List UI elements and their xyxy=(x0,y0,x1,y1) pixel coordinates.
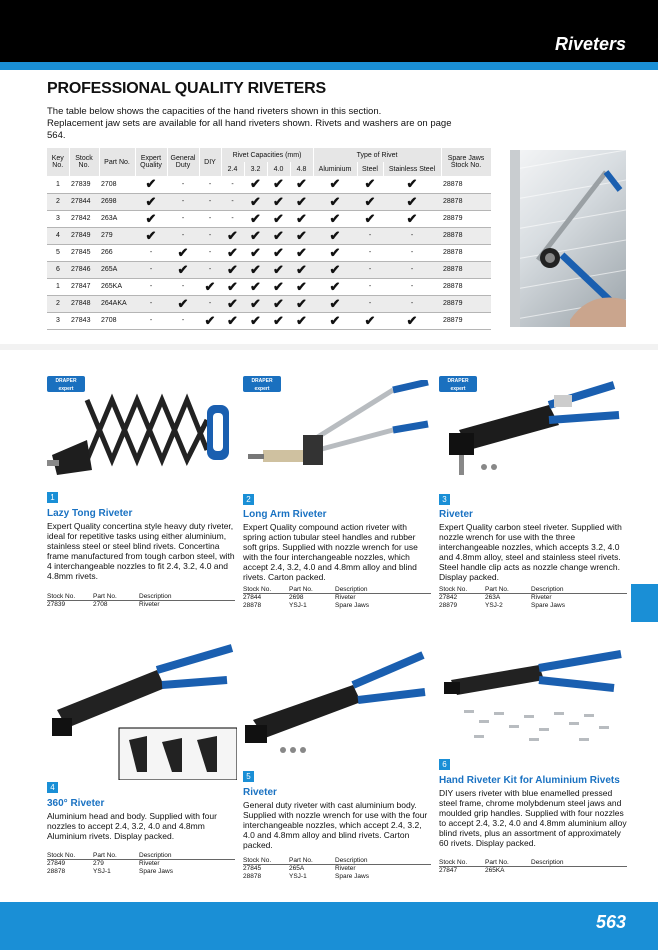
capacity-cell: 279 xyxy=(99,227,135,244)
check-icon: ✔ xyxy=(313,278,357,295)
product-title: Lazy Tong Riveter xyxy=(47,508,133,519)
spec-header: Part No. xyxy=(289,856,313,864)
product-spec-table xyxy=(47,586,235,609)
capacity-cell: - xyxy=(167,278,199,295)
spec-cell: 279 xyxy=(93,859,139,868)
capacity-cell: 27846 xyxy=(69,261,99,278)
check-icon: ✔ xyxy=(290,261,313,278)
capacity-cell: 27844 xyxy=(69,193,99,210)
check-icon: ✔ xyxy=(313,176,357,193)
check-icon: ✔ xyxy=(383,210,441,227)
capacity-cell: 3 xyxy=(47,210,69,227)
product-spec-table xyxy=(243,850,431,881)
check-icon: ✔ xyxy=(313,295,357,312)
spec-cell: 265KA xyxy=(485,866,531,875)
capacity-cell: - xyxy=(199,261,221,278)
check-icon: ✔ xyxy=(167,244,199,261)
riveter-5-image xyxy=(243,650,433,765)
spec-header: Stock No. xyxy=(439,585,468,593)
product-number: 5 xyxy=(243,771,254,782)
capacity-row xyxy=(47,193,491,210)
product-title: Riveter xyxy=(439,509,473,520)
capacity-cell: - xyxy=(357,295,383,312)
spec-row xyxy=(243,873,431,881)
capacity-cell: - xyxy=(167,176,199,193)
capacity-row xyxy=(47,210,491,227)
spec-row xyxy=(47,859,235,868)
capacity-cell: - xyxy=(135,295,167,312)
capacity-cell: 27849 xyxy=(69,227,99,244)
spec-header: Description xyxy=(335,585,368,593)
product-number: 1 xyxy=(47,492,58,503)
intro-line: Replacement jaw sets are available for all hand riveters shown. Rivets and washers are on page 564. xyxy=(47,118,452,141)
check-icon: ✔ xyxy=(267,244,290,261)
spec-cell: 27847 xyxy=(439,866,485,875)
page-heading: PROFESSIONAL QUALITY RIVETERS xyxy=(47,80,326,97)
spec-header: Stock No. xyxy=(243,856,272,864)
check-icon: ✔ xyxy=(267,176,290,193)
logo-brand: DRAPER xyxy=(447,378,469,384)
product-title: Hand Riveter Kit for Aluminium Rivets xyxy=(439,775,620,786)
capacity-cell: - xyxy=(199,210,221,227)
capacity-cell: - xyxy=(383,227,441,244)
check-icon: ✔ xyxy=(290,176,313,193)
spec-header: Description xyxy=(139,592,172,600)
spec-cell: Spare Jaws xyxy=(335,601,369,609)
check-icon: ✔ xyxy=(357,312,383,329)
check-icon: ✔ xyxy=(357,176,383,193)
spec-header: Part No. xyxy=(93,851,117,859)
spec-row xyxy=(47,600,235,609)
product-number: 6 xyxy=(439,759,450,770)
logo-brand: DRAPER xyxy=(251,378,273,384)
section-side-tab xyxy=(631,584,658,622)
spec-cell: 27844 xyxy=(243,593,289,602)
spec-cell: 28879 xyxy=(439,601,458,609)
spec-header: Part No. xyxy=(485,585,509,593)
check-icon: ✔ xyxy=(244,193,267,210)
check-icon: ✔ xyxy=(221,244,244,261)
capacity-cell: 28878 xyxy=(441,278,491,295)
capacity-cell: - xyxy=(199,176,221,193)
riveter-image xyxy=(439,375,629,490)
product-spec-table xyxy=(47,845,235,876)
product-description: DIY users riveter with blue enamelled pressed steel frame, chrome molybdenum steel jaws and moulded grip handles. Supplied with four nozzles to accept 2.4, 3.2, 4.0 and 4.8mm aluminium alloy blind rivets, plus an assortment of approximately 60 rivets. Display packed. xyxy=(439,788,627,848)
capacity-cell: 2 xyxy=(47,295,69,312)
spec-header: Description xyxy=(531,858,564,866)
capacity-cell: 28879 xyxy=(441,295,491,312)
spec-cell: YSJ-1 xyxy=(93,867,111,875)
capacity-cell: - xyxy=(357,244,383,261)
check-icon: ✔ xyxy=(267,227,290,244)
product-spec-table xyxy=(439,579,627,610)
capacity-cell: 27845 xyxy=(69,244,99,261)
capacity-row xyxy=(47,278,491,295)
check-icon: ✔ xyxy=(244,227,267,244)
section-title: Riveters xyxy=(554,34,626,54)
col-key: Key No. xyxy=(47,148,69,176)
product-number: 4 xyxy=(47,782,58,793)
check-icon: ✔ xyxy=(267,193,290,210)
product-number: 3 xyxy=(439,494,450,505)
spec-cell: 2708 xyxy=(93,600,139,609)
capacity-row xyxy=(47,312,491,329)
spec-cell: 27842 xyxy=(439,593,485,602)
capacity-cell: 2698 xyxy=(99,193,135,210)
check-icon: ✔ xyxy=(383,193,441,210)
check-icon: ✔ xyxy=(199,312,221,329)
capacity-cell: - xyxy=(357,278,383,295)
capacity-row xyxy=(47,244,491,261)
capacity-cell: - xyxy=(199,227,221,244)
product-description: Aluminium head and body. Supplied with four nozzles to accept 2.4, 3.2, 4.0 and 4.8mm Aluminium rivets. Display packed. xyxy=(47,811,217,841)
capacity-row xyxy=(47,261,491,278)
capacity-cell: - xyxy=(357,227,383,244)
capacity-cell: 2708 xyxy=(99,312,135,329)
spec-header: Description xyxy=(335,856,368,864)
check-icon: ✔ xyxy=(135,227,167,244)
capacity-cell: - xyxy=(383,295,441,312)
spec-cell: YSJ-2 xyxy=(485,601,503,609)
spec-row xyxy=(47,868,235,876)
capacity-cell: 2708 xyxy=(99,176,135,193)
check-icon: ✔ xyxy=(244,244,267,261)
spec-header: Stock No. xyxy=(47,851,76,859)
product-spec-table xyxy=(439,852,627,875)
product-title: 360° Riveter xyxy=(47,798,105,809)
col-rivet-type: Stainless Steel xyxy=(383,162,441,176)
spec-cell: 2698 xyxy=(289,593,335,602)
check-icon: ✔ xyxy=(313,261,357,278)
spec-row xyxy=(439,602,627,610)
spec-cell xyxy=(531,866,627,875)
360-riveter-image xyxy=(47,640,237,780)
capacity-cell: 28878 xyxy=(441,261,491,278)
spec-row xyxy=(243,593,431,602)
capacity-cell: 5 xyxy=(47,244,69,261)
capacity-cell: 4 xyxy=(47,227,69,244)
spec-header: Description xyxy=(139,851,172,859)
capacity-cell: 28878 xyxy=(441,227,491,244)
capacity-cell: - xyxy=(167,210,199,227)
capacity-cell: - xyxy=(221,193,244,210)
riveter-in-use-photo xyxy=(510,150,626,327)
col-size: 2.4 xyxy=(221,162,244,176)
capacity-cell: 28878 xyxy=(441,193,491,210)
check-icon: ✔ xyxy=(357,210,383,227)
spec-cell: Riveter xyxy=(335,864,431,873)
capacity-row xyxy=(47,176,491,193)
capacity-cell: 3 xyxy=(47,312,69,329)
check-icon: ✔ xyxy=(167,261,199,278)
col-rivet-type: Steel xyxy=(357,162,383,176)
check-icon: ✔ xyxy=(313,227,357,244)
capacity-cell: 2 xyxy=(47,193,69,210)
col-spare: Spare Jaws Stock No. xyxy=(441,148,491,176)
capacity-cell: 28879 xyxy=(441,312,491,329)
check-icon: ✔ xyxy=(244,295,267,312)
col-general: General Duty xyxy=(167,148,199,176)
header-stripe xyxy=(0,62,658,70)
capacity-table xyxy=(47,148,492,330)
spec-cell: 28878 xyxy=(243,872,262,880)
spec-cell: 27845 xyxy=(243,864,289,873)
spec-header: Stock No. xyxy=(439,858,468,866)
check-icon: ✔ xyxy=(167,295,199,312)
spec-cell: Riveter xyxy=(139,600,235,609)
spec-cell: YSJ-1 xyxy=(289,601,307,609)
lazy-tong-riveter-image xyxy=(47,380,237,490)
spec-row xyxy=(243,864,431,873)
capacity-cell: - xyxy=(383,261,441,278)
capacity-cell: - xyxy=(199,295,221,312)
spec-cell: Spare Jaws xyxy=(531,601,565,609)
check-icon: ✔ xyxy=(221,312,244,329)
check-icon: ✔ xyxy=(267,261,290,278)
check-icon: ✔ xyxy=(290,278,313,295)
capacity-table-body xyxy=(47,176,491,329)
check-icon: ✔ xyxy=(244,261,267,278)
col-stock: Stock No. xyxy=(69,148,99,176)
check-icon: ✔ xyxy=(313,193,357,210)
col-size: 4.0 xyxy=(267,162,290,176)
spec-cell: Riveter xyxy=(139,859,235,868)
capacity-cell: 28878 xyxy=(441,244,491,261)
hand-riveter-kit-image xyxy=(439,650,629,755)
spec-cell: 27839 xyxy=(47,600,93,609)
capacity-row xyxy=(47,227,491,244)
check-icon: ✔ xyxy=(135,193,167,210)
check-icon: ✔ xyxy=(357,193,383,210)
capacity-cell: 266 xyxy=(99,244,135,261)
check-icon: ✔ xyxy=(199,278,221,295)
product-description: General duty riveter with cast aluminium body. Supplied with nozzle wrench for use with the four interchangeable nozzles, which accept 2.4, 3.2, 4.0 and 4.8mm alloy and blind rivets. Carton packed. xyxy=(243,800,428,850)
capacity-cell: - xyxy=(199,193,221,210)
check-icon: ✔ xyxy=(267,295,290,312)
product-title: Long Arm Riveter xyxy=(243,509,327,520)
capacity-cell: 28879 xyxy=(441,210,491,227)
check-icon: ✔ xyxy=(290,312,313,329)
spec-cell: Riveter xyxy=(531,593,627,602)
footer-bar xyxy=(0,902,658,950)
spec-cell: Spare Jaws xyxy=(335,872,369,880)
check-icon: ✔ xyxy=(267,312,290,329)
section-divider xyxy=(0,344,658,350)
spec-row xyxy=(243,602,431,610)
product-title: Riveter xyxy=(243,787,277,798)
capacity-cell: 1 xyxy=(47,278,69,295)
logo-sub: expert xyxy=(254,386,270,392)
capacity-cell: 6 xyxy=(47,261,69,278)
product-description: Expert Quality compound action riveter with spring action tubular steel handles and rubber soft grips. Supplied with nozzle wrench for use with the four interchangeable nozzles, which accept 2.4, 3.2, 4.0 and 4.8mm alloy and blind rivets. Carton packed. xyxy=(243,522,418,582)
capacity-cell: 27839 xyxy=(69,176,99,193)
col-rivet-type: Aluminium xyxy=(313,162,357,176)
capacity-cell: 27847 xyxy=(69,278,99,295)
check-icon: ✔ xyxy=(290,193,313,210)
col-part: Part No. xyxy=(99,148,135,176)
capacity-cell: 265A xyxy=(99,261,135,278)
check-icon: ✔ xyxy=(244,278,267,295)
capacity-cell: - xyxy=(135,261,167,278)
capacity-cell: 27843 xyxy=(69,312,99,329)
capacity-cell: - xyxy=(167,312,199,329)
spec-header: Part No. xyxy=(289,585,313,593)
capacity-cell: 27848 xyxy=(69,295,99,312)
spec-row xyxy=(439,593,627,602)
col-size: 4.8 xyxy=(290,162,313,176)
capacity-cell: 27842 xyxy=(69,210,99,227)
check-icon: ✔ xyxy=(383,176,441,193)
spec-cell: Riveter xyxy=(335,593,431,602)
logo-brand: DRAPER xyxy=(55,378,77,384)
col-type: Type of Rivet xyxy=(313,148,441,162)
capacity-cell: - xyxy=(199,244,221,261)
check-icon: ✔ xyxy=(290,295,313,312)
check-icon: ✔ xyxy=(244,210,267,227)
capacity-cell: 263A xyxy=(99,210,135,227)
capacity-cell: 264AKA xyxy=(99,295,135,312)
product-description: Expert Quality carbon steel riveter. Supplied with nozzle wrench for use with the three interchangeable nozzles, which accepts 3.2, 4.0 and 4.8mm alloy, steel and stainless steel rivets. Steel handle clip acts as nozzle change wrench. Display packed. xyxy=(439,522,622,582)
product-number: 2 xyxy=(243,494,254,505)
check-icon: ✔ xyxy=(135,176,167,193)
spec-cell: 28878 xyxy=(243,601,262,609)
check-icon: ✔ xyxy=(244,312,267,329)
spec-cell: Spare Jaws xyxy=(139,867,173,875)
check-icon: ✔ xyxy=(244,176,267,193)
check-icon: ✔ xyxy=(313,210,357,227)
capacity-cell: - xyxy=(135,278,167,295)
capacity-cell: - xyxy=(221,210,244,227)
spec-header: Part No. xyxy=(93,592,117,600)
logo-sub: expert xyxy=(58,386,74,392)
check-icon: ✔ xyxy=(221,227,244,244)
capacity-cell: - xyxy=(221,176,244,193)
capacity-cell: 1 xyxy=(47,176,69,193)
spec-cell: 263A xyxy=(485,593,531,602)
col-expert: Expert Quality xyxy=(135,148,167,176)
capacity-cell: - xyxy=(135,244,167,261)
capacity-cell: 265KA xyxy=(99,278,135,295)
check-icon: ✔ xyxy=(221,295,244,312)
long-arm-riveter-image xyxy=(243,380,433,490)
check-icon: ✔ xyxy=(290,244,313,261)
spec-header: Stock No. xyxy=(47,592,76,600)
spec-header: Part No. xyxy=(485,858,509,866)
check-icon: ✔ xyxy=(221,261,244,278)
check-icon: ✔ xyxy=(313,244,357,261)
capacity-cell: - xyxy=(383,278,441,295)
check-icon: ✔ xyxy=(135,210,167,227)
spec-header: Description xyxy=(531,585,564,593)
col-capacities: Rivet Capacities (mm) xyxy=(221,148,313,162)
capacity-cell: - xyxy=(167,193,199,210)
header-bar xyxy=(0,0,658,62)
intro-text xyxy=(47,106,467,142)
col-diy: DIY xyxy=(199,148,221,176)
product-spec-table xyxy=(243,579,431,610)
spec-header: Stock No. xyxy=(243,585,272,593)
product-description: Expert Quality concertina style heavy duty riveter, ideal for repetitive tasks using either aluminium, stainless steel or steel blind rivets. Concertina frame manufactured from tough carbon steel, with 4 interchangeable nozzles to fit 2.4, 3.2, 4.0 and 4.8mm rivets. xyxy=(47,521,235,581)
check-icon: ✔ xyxy=(221,278,244,295)
check-icon: ✔ xyxy=(267,210,290,227)
page-number: 563 xyxy=(595,912,626,932)
spec-cell: 265A xyxy=(289,864,335,873)
capacity-cell: - xyxy=(167,227,199,244)
check-icon: ✔ xyxy=(383,312,441,329)
capacity-row xyxy=(47,295,491,312)
spec-row xyxy=(439,866,627,875)
check-icon: ✔ xyxy=(290,210,313,227)
check-icon: ✔ xyxy=(313,312,357,329)
spec-cell: 28878 xyxy=(47,867,66,875)
col-size: 3.2 xyxy=(244,162,267,176)
capacity-cell: - xyxy=(357,261,383,278)
intro-line: The table below shows the capacities of the hand riveters shown in this section. xyxy=(47,106,382,117)
spec-cell: 27849 xyxy=(47,859,93,868)
capacity-cell: - xyxy=(135,312,167,329)
check-icon: ✔ xyxy=(290,227,313,244)
spec-cell: YSJ-1 xyxy=(289,872,307,880)
capacity-cell: - xyxy=(383,244,441,261)
check-icon: ✔ xyxy=(267,278,290,295)
logo-sub: expert xyxy=(450,386,466,392)
capacity-cell: 28878 xyxy=(441,176,491,193)
